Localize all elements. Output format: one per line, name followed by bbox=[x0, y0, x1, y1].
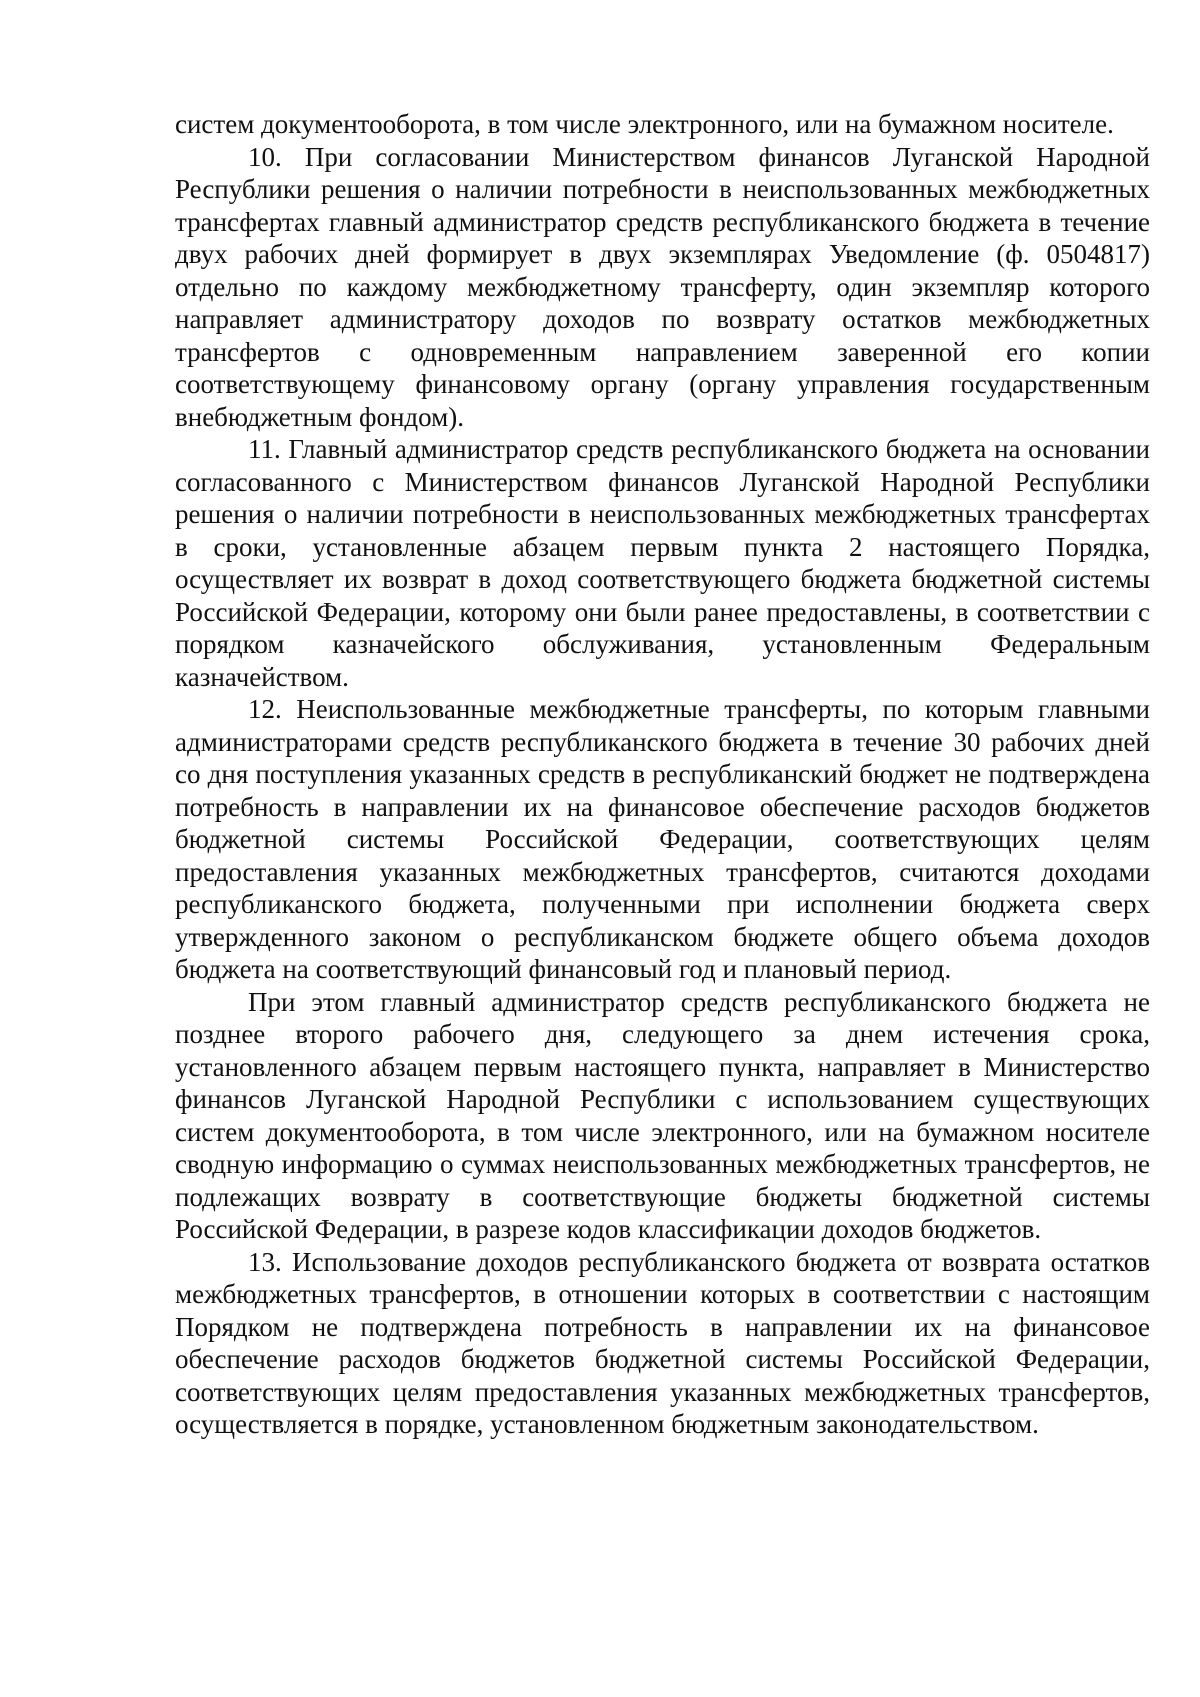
paragraph-item-11: 11. Главный администратор средств республиканского бюджета на основании согласованного с Министерством финансов Луганской Народной Республики решения о наличии потребности в неиспользованных межбюджетных трансфертах в сроки, установленные абзацем первым пункта 2 настоящего Порядка, осуществляет их возврат в доход соответствующего бюджета бюджетной системы Российской Федерации, которому они были ранее предоставлены, в соответствии с порядком казначейского обслуживания, установленным Федеральным казначейством. bbox=[175, 434, 1150, 692]
paragraph-item-12-second: При этом главный администратор средств республиканского бюджета не позднее второго рабочего дня, следующего за днем истечения срока, установленного абзацем первым настоящего пункта, направляет в Министерство финансов Луганской Народной Республики с использованием существующих систем документооборота, в том числе электронного, или на бумажном носителе сводную информацию о суммах неиспользованных межбюджетных трансфертов, не подлежащих возврату в соответствующие бюджеты бюджетной системы Российской Федерации, в разрезе кодов классификации доходов бюджетов. bbox=[175, 986, 1150, 1244]
paragraph-item-13: 13. Использование доходов республиканского бюджета от возврата остатков межбюджетных трансфертов, в отношении которых в соответствии с настоящим Порядком не подтверждена потребность в направлении их на финансовое обеспечение расходов бюджетов бюджетной системы Российской Федерации, соответствующих целям предоставления указанных межбюджетных трансфертов, осуществляется в порядке, установленном бюджетным законодательством. bbox=[175, 1246, 1150, 1439]
paragraph-item-12: 12. Неиспользованные межбюджетные трансферты, по которым главными администраторами средств республиканского бюджета в течение 30 рабочих дней со дня поступления указанных средств в республиканский бюджет не подтверждена потребность в направлении их на финансовое обеспечение расходов бюджетов бюджетной системы Российской Федерации, соответствующих целям предоставления указанных межбюджетных трансфертов, считаются доходами республиканского бюджета, полученными при исполнении бюджета сверх утвержденного законом о республиканском бюджете общего объема доходов бюджета на соответствующий финансовый год и плановый период. bbox=[175, 694, 1150, 984]
paragraph-item-10: 10. При согласовании Министерством финансов Луганской Народной Республики решения о наличии потребности в неиспользованных межбюджетных трансфертах главный администратор средств республиканского бюджета в течение двух рабочих дней формирует в двух экземплярах Уведомление (ф. 0504817) отдельно по каждому межбюджетному трансферту, один экземпляр которого направляет администратору доходов по возврату остатков межбюджетных трансфертов с одновременным направлением заверенной его копии соответствующему финансовому органу (органу управления государственным внебюджетным фондом). bbox=[175, 141, 1150, 432]
document-page bbox=[175, 108, 1150, 1441]
paragraph-continuation: систем документооборота, в том числе электронного, или на бумажном носителе. bbox=[175, 109, 1114, 139]
